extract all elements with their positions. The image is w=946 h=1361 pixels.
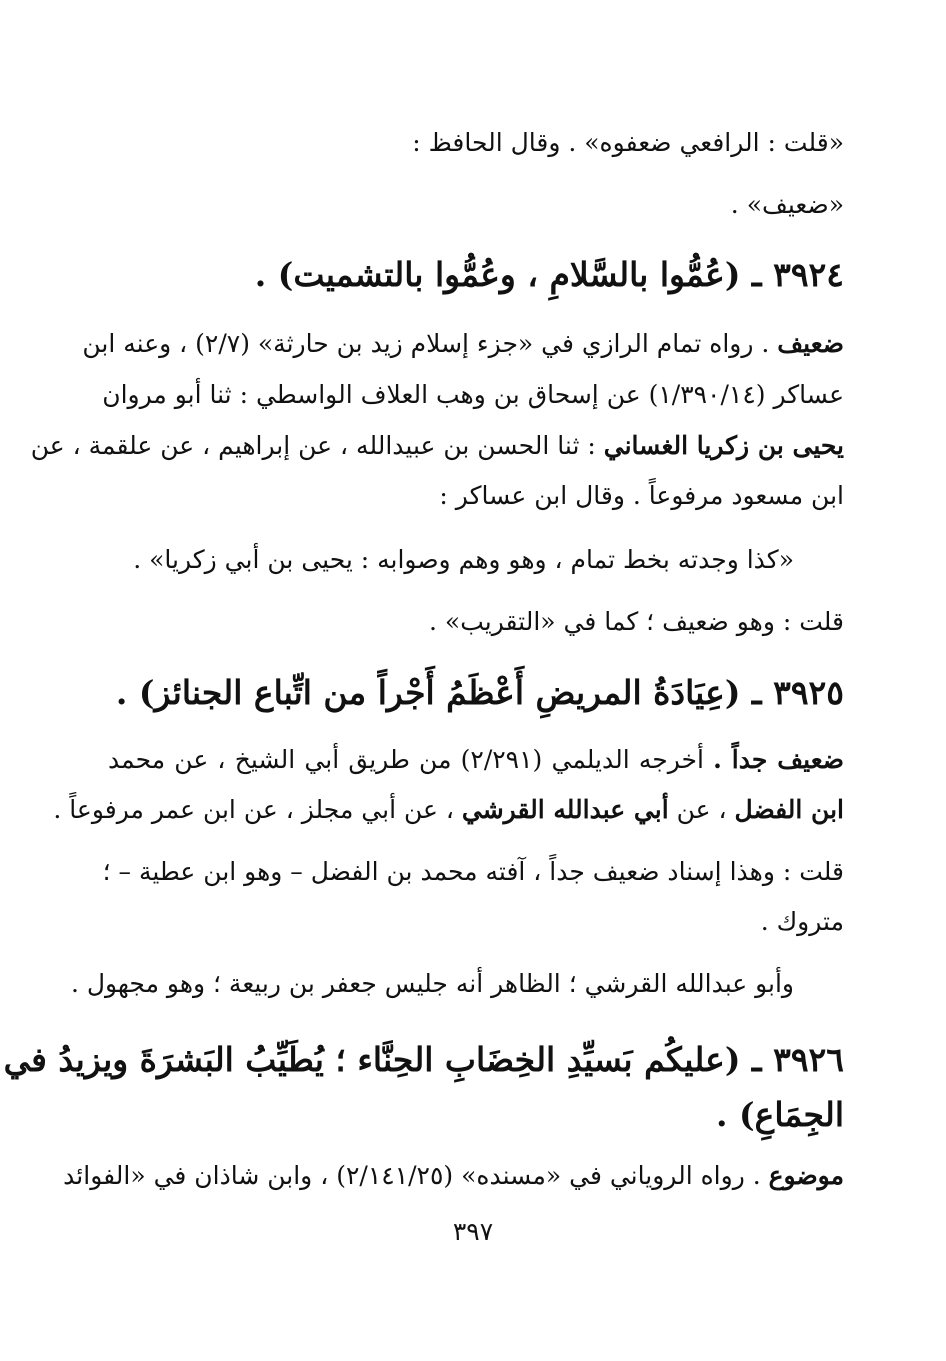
hadith-heading-3924: ٣٩٢٤ ـ (عُمُّوا بالسَّلامِ ، وعُمُّوا بالتشميت) . [254,255,844,294]
text-line: وأبو عبدالله القرشي ؛ الظاهر أنه جليس جعفر بن ربيعة ؛ وهو مجهول . [70,969,794,998]
hadith-heading-3926-cont: الجِمَاعِ) . [716,1095,844,1134]
page-number: ٣٩٧ [452,1217,494,1246]
text-line: «ضعيف» . [730,190,844,219]
text-line: ابن الفضل ، عن أبي عبدالله القرشي ، عن أبي مجلز ، عن ابن عمر مرفوعاً . [53,795,844,824]
text-line: موضوع . رواه الروياني في «مسنده» (٢/١٤١/٢٥) ، وابن شاذان في «الفوائد [63,1161,844,1190]
grade-label: موضوع [768,1161,844,1190]
grade-label: ضعيف [777,329,844,358]
quote-line: «كذا وجدته بخط تمام ، وهو وهم وصوابه : يحيى بن أبي زكريا» . [133,545,794,574]
text-line: ضعيف جداً . أخرجه الديلمي (٢/٢٩١) من طريق أبي الشيخ ، عن محمد [108,745,844,774]
grade-label: ضعيف جداً . [713,745,844,774]
text-line: يحيى بن زكريا الغساني : ثنا الحسن بن عبيدالله ، عن إبراهيم ، عن علقمة ، عن [30,431,844,460]
narrator-name: يحيى بن زكريا الغساني [603,431,844,460]
text-line: عساكر (١/٣٩٠/١٤) عن إسحاق بن وهب العلاف الواسطي : ثنا أبو مروان [102,380,844,409]
narrator-name: ابن الفضل [734,795,844,824]
hadith-heading-3926: ٣٩٢٦ ـ (عليكُم بَسيِّدِ الخِضَابِ الحِنَّاء ؛ يُطَيِّبُ البَشرَةَ ويزيدُ في [3,1040,844,1079]
text-line: ضعيف . رواه تمام الرازي في «جزء إسلام زيد بن حارثة» (٢/٧) ، وعنه ابن [82,329,844,358]
text-line: «قلت : الرافعي ضعفوه» . وقال الحافظ : [412,128,844,157]
hadith-heading-3925: ٣٩٢٥ ـ (عِيَادَةُ المريضِ أَعْظَمُ أَجْراً من اتِّباع الجنائز) . [115,673,844,712]
text-line: ابن مسعود مرفوعاً . وقال ابن عساكر : [439,481,844,510]
text-line: متروك . [760,907,844,936]
text-line: قلت : وهذا إسناد ضعيف جداً ، آفته محمد بن الفضل – وهو ابن عطية – ؛ [102,857,844,886]
narrator-name: أبي عبدالله القرشي [461,795,669,824]
text-line: قلت : وهو ضعيف ؛ كما في «التقريب» . [429,607,844,636]
